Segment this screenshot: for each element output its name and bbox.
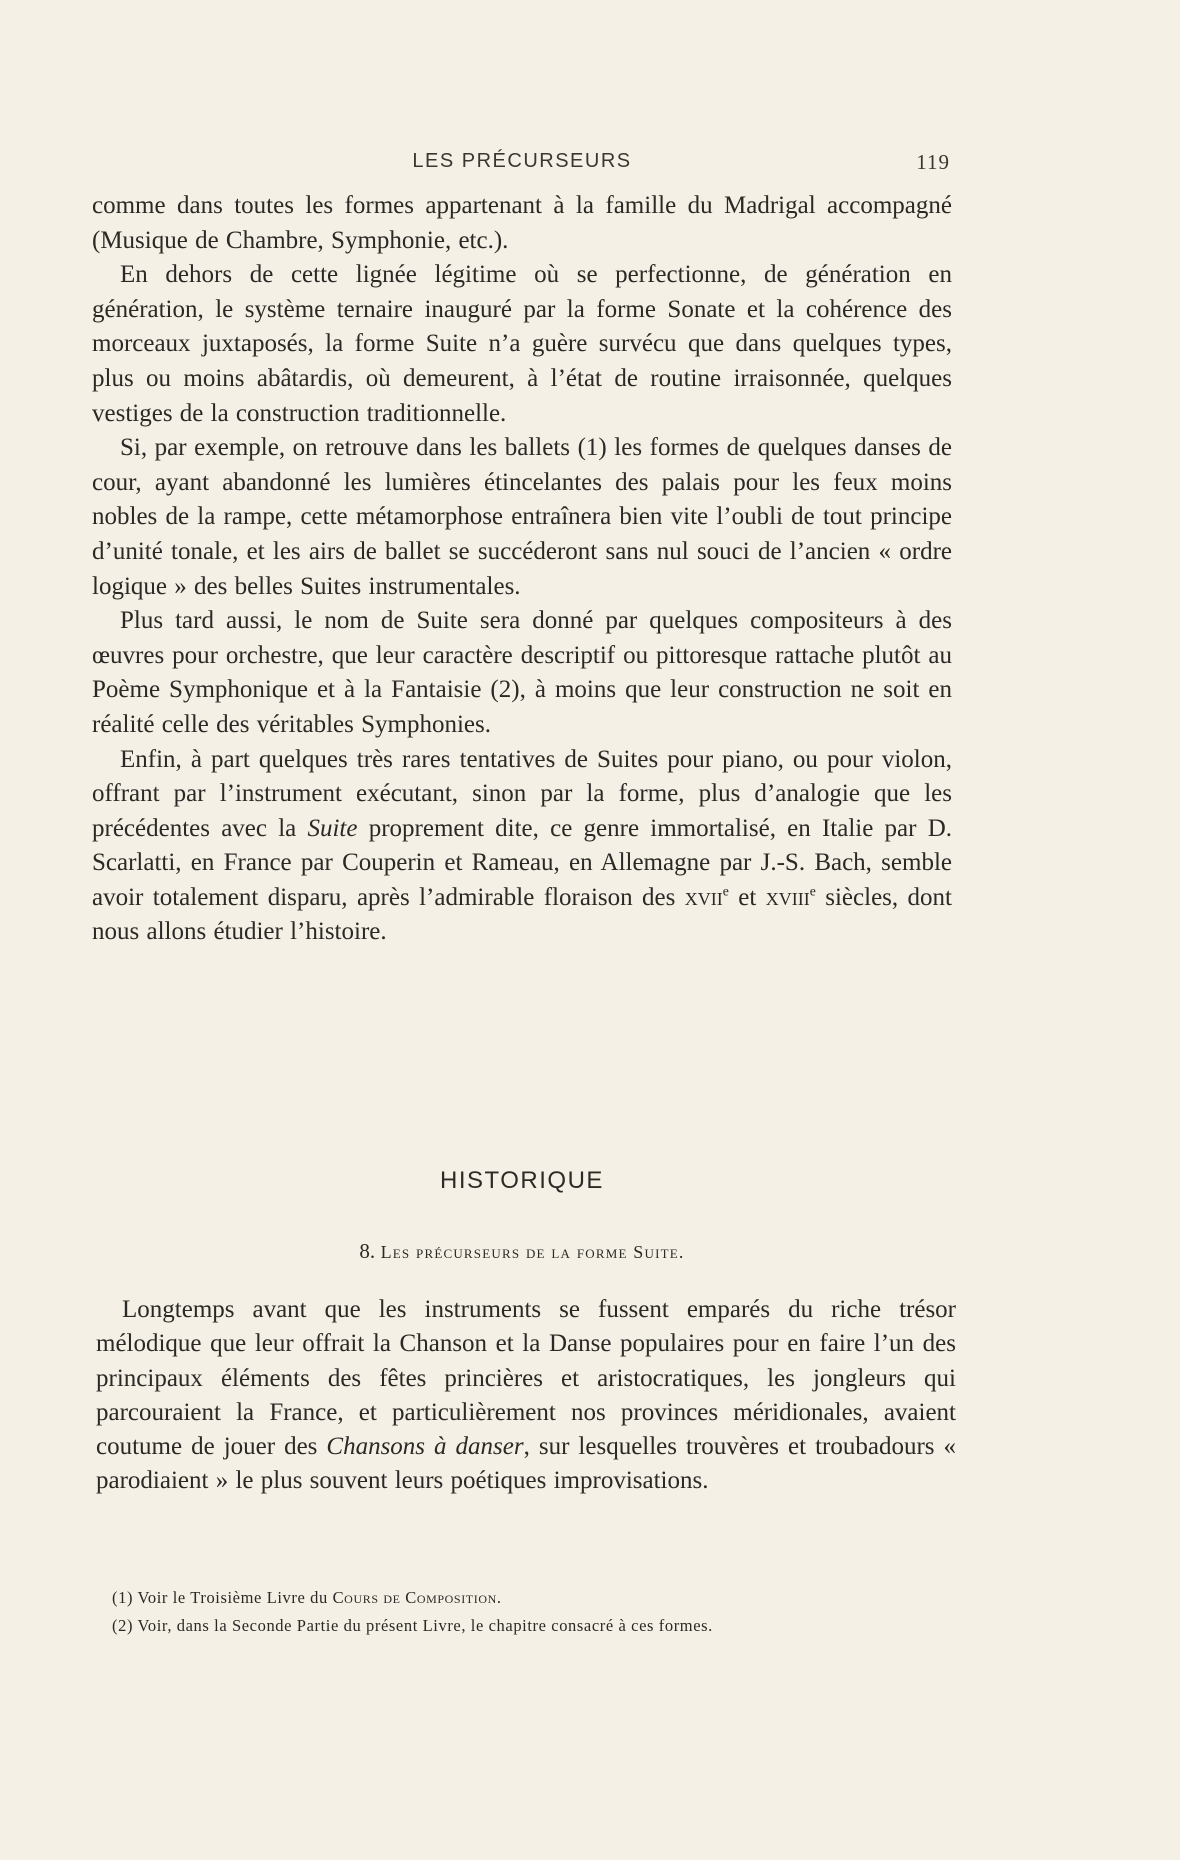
paragraph-5-part-a: Enfin, à part quelques très rares tentatives de Suites pour piano, ou pour violon, offrant par l’instrument exécutant, sinon par la forme, plus d’analogie que les précédentes avec la <box>92 745 952 842</box>
century-17-sup: e <box>722 883 729 899</box>
footnote-1-mark: (1) <box>112 1588 134 1607</box>
century-18-sup: e <box>809 883 816 899</box>
paragraph-5-part-d: siècles, dont nous allons étudier l’histoire. <box>92 883 952 946</box>
footnote-2-text: Voir, dans la Seconde Partie du présent Livre, le chapitre consacré à ces formes. <box>133 1616 713 1635</box>
paragraph-3: Si, par exemple, on retrouve dans les ballets (1) les formes de quelques danses de cour, ayant abandonné les lumières étincelantes des palais pour les feux moins nobles de la rampe, cette métamorphose entraînera bien vite l’oubli de tout principe d’unité tonale, et les airs de ballet se succéderont sans nul souci de l’ancien « ordre logique » des belles Suites instrumentales. <box>92 434 952 600</box>
paragraph-5-part-b: proprement dite, ce genre immortalisé, en Italie par D. Scarlatti, en France par Couperin et Rameau, en Allemagne par J.-S. Bach, semble avoir totalement disparu, après l’admirable floraison des <box>92 814 953 911</box>
body-text <box>92 189 952 950</box>
footnote-1-text: Voir le Troisième Livre du <box>133 1588 333 1607</box>
subsection-title: Les précurseurs de la forme Suite. <box>380 1242 685 1262</box>
paragraph-6-part-b: , sur lesquelles trouvères et troubadours « parodiaient » le plus souvent leurs poétiques improvisations. <box>96 1433 957 1495</box>
conjunction: et <box>728 883 766 911</box>
century-18: xviii <box>765 883 810 911</box>
footnote-1 <box>112 1584 952 1612</box>
paragraph-6 <box>96 1293 956 1499</box>
chansons-a-danser-italic: Chansons à danser <box>326 1433 524 1461</box>
subsection-number: 8. <box>359 1239 376 1263</box>
paragraph-6-part-a: Longtemps avant que les instruments se fussent emparés du riche trésor mélodique que leur offrait la Chanson et la Danse populaires pour en faire l’un des principaux éléments des fêtes princières et aristocratiques, les jongleurs qui parcouraient la France, et particulièrement nos provinces méridionales, avaient coutume de jouer des <box>96 1296 956 1461</box>
page-number: 119 <box>916 150 950 174</box>
footnotes <box>112 1584 952 1640</box>
century-17: xvii <box>684 883 723 911</box>
running-head <box>92 150 952 180</box>
paragraph-2: En dehors de cette lignée légitime où se perfectionne, de génération en génération, le système ternaire inauguré par la forme Sonate et la cohérence des morceaux juxtaposés, la forme Suite n’a guère survécu que dans quelques types, plus ou moins abâtardis, où demeurent, à l’état de routine irraisonnée, quelques vestiges de la construction traditionnelle. <box>92 261 952 427</box>
suite-italic: Suite <box>307 814 358 842</box>
paragraph-1: comme dans toutes les formes appartenant à la famille du Madrigal accompagné (Musique de Chambre, Symphonie, etc.). <box>92 192 952 254</box>
subsection-heading <box>92 1239 952 1264</box>
paragraph-5 <box>92 743 952 951</box>
running-title: LES PRÉCURSEURS <box>412 150 632 172</box>
paragraph-4: Plus tard aussi, le nom de Suite sera donné par quelques compositeurs à des œuvres pour orchestre, que leur caractère descriptif ou pittoresque rattache plutôt au Poème Symphonique et à la Fantaisie (2), à moins que leur construction ne soit en réalité celle des véritables Symphonies. <box>92 607 952 738</box>
body-text-historique <box>96 1293 956 1499</box>
footnote-2 <box>112 1612 952 1640</box>
section-heading: HISTORIQUE <box>440 1167 604 1194</box>
footnote-1-smallcaps: Cours de Composition. <box>332 1588 502 1607</box>
footnote-2-mark: (2) <box>112 1616 134 1635</box>
